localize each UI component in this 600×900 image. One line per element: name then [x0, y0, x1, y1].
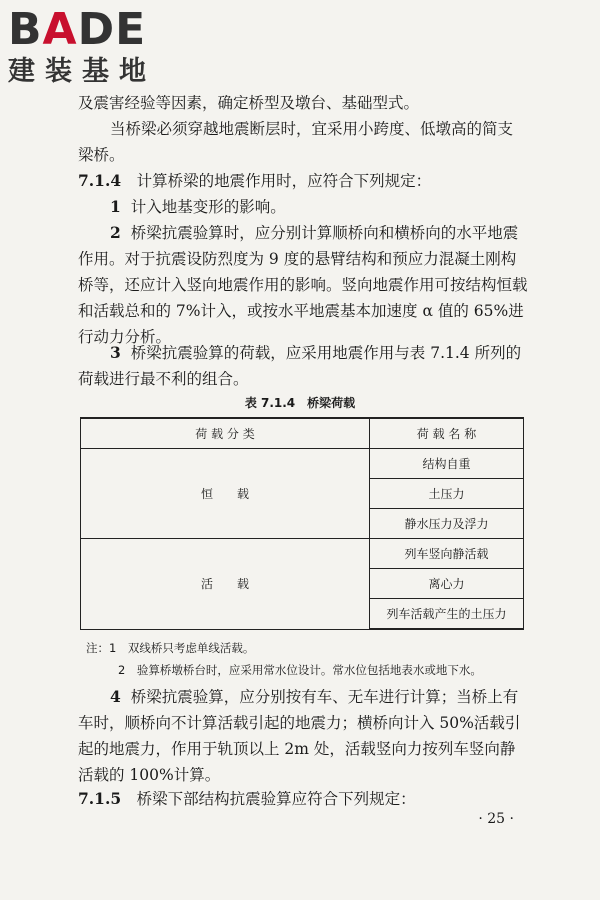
category-live-load: 活 载 [81, 539, 370, 630]
item-text: 桥梁抗震验算时，应分别计算顺桥向和横桥向的水平地震作用。对于抗震设防烈度为 9 度的悬臂结构和预应力混凝土刚构桥等，还应计入竖向地震作用的影响。竖向地震作用可按结构恒载和活载总和的 7%计入，或按水平地震基本加速度 α 值的 65%进行动力分析。 [78, 224, 528, 346]
clause-text: 桥梁下部结构抗震验算应符合下列规定： [136, 790, 416, 808]
item-text: 桥梁抗震验算的荷载，应采用地震作用与表 7.1.4 所列的荷载进行最不利的组合。 [78, 344, 522, 388]
logo-brand [8, 6, 156, 54]
category-dead-load: 恒 载 [81, 449, 370, 539]
paragraph-foundation: 及震害经验等因素，确定桥型及墩台、基础型式。 [78, 94, 420, 112]
item-text: 桥梁抗震验算，应分别按有车、无车进行计算；当桥上有车时，顺桥向不计算活载引起的地震力；横桥向计入 50%活载引起的地震力，作用于轨顶以上 2m 处，活载竖向力按列车竖向静活载的 100%计算。 [78, 688, 521, 784]
paragraph-fault-crossing: 当桥梁必须穿越地震断层时，宜采用小跨度、低墩高的简支梁桥。 [78, 120, 514, 164]
item-3 [78, 340, 528, 392]
note-1: 注：1 双线桥只考虑单线活载。 [86, 641, 255, 655]
load-name: 土压力 [370, 479, 524, 509]
header-category: 荷 载 分 类 [81, 418, 370, 449]
note-2: 2 验算桥墩桥台时，应采用常水位设计。常水位包括地表水或地下水。 [118, 663, 482, 677]
load-name: 静水压力及浮力 [370, 509, 524, 539]
table-row [81, 539, 524, 569]
page-number: · 25 · [478, 811, 514, 827]
clause-7-1-5 [78, 786, 528, 812]
clause-number: 7.1.5 [78, 789, 122, 808]
table-row [81, 449, 524, 479]
load-name: 结构自重 [370, 449, 524, 479]
logo-letters-de: DE [77, 4, 147, 55]
header-name: 荷 载 名 称 [370, 418, 524, 449]
logo-subtitle: 建装基地 [8, 56, 156, 87]
load-name: 列车竖向静活载 [370, 539, 524, 569]
item-number: 4 [110, 687, 121, 706]
item-text: 计入地基变形的影响。 [130, 198, 286, 216]
item-2 [78, 220, 528, 350]
item-4 [78, 684, 528, 788]
item-number: 3 [110, 343, 121, 362]
clause-text: 计算桥梁的地震作用时，应符合下列规定： [136, 172, 432, 190]
logo [8, 6, 156, 88]
table-header-row [81, 418, 524, 449]
item-number: 2 [110, 223, 121, 242]
clause-number: 7.1.4 [78, 171, 122, 190]
logo-letter-a: A [42, 4, 78, 55]
item-number: 1 [110, 197, 121, 216]
item-1 [78, 194, 528, 220]
loads-table [80, 417, 524, 630]
logo-letter-b: B [8, 4, 43, 55]
load-name: 离心力 [370, 569, 524, 599]
load-name: 列车活载产生的土压力 [370, 599, 524, 630]
clause-7-1-4 [78, 168, 528, 194]
table-caption: 表 7.1.4 桥梁荷载 [244, 396, 356, 410]
